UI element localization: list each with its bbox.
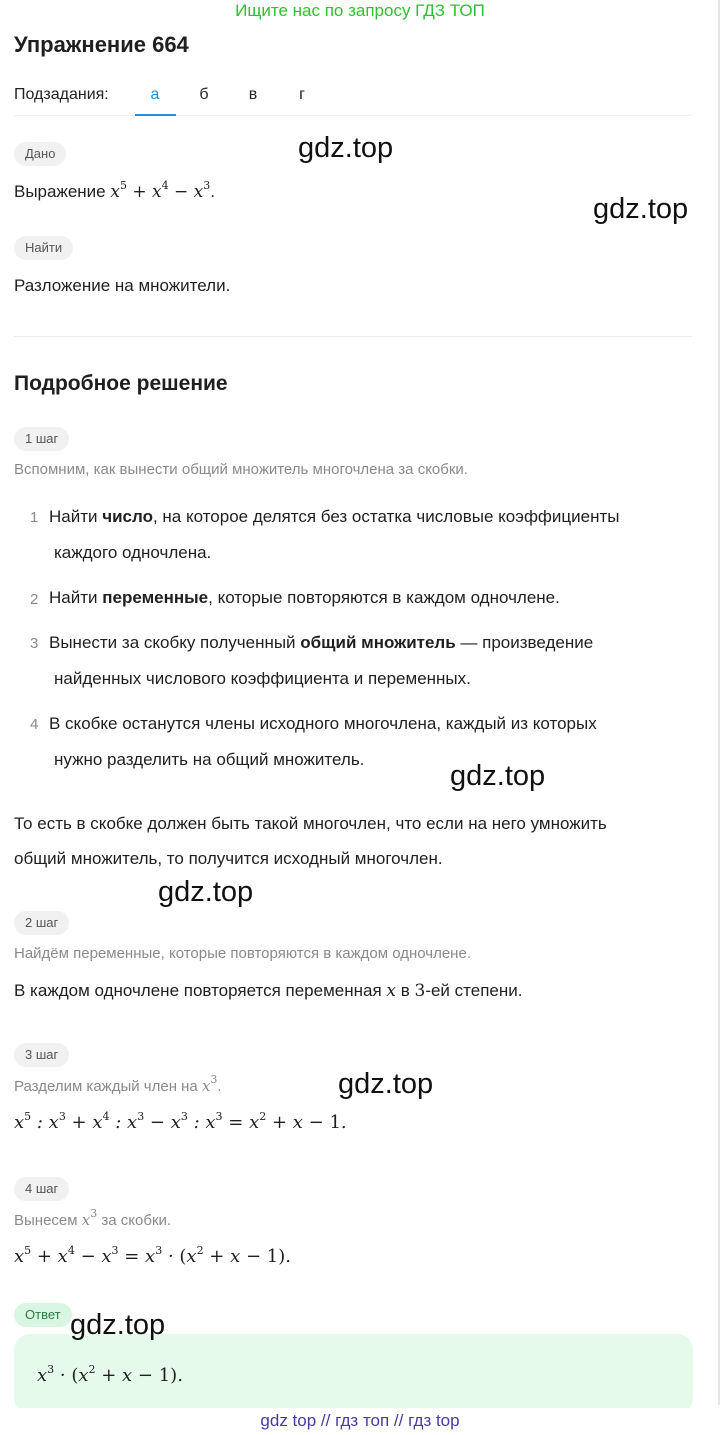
answer-badge: Ответ — [14, 1303, 72, 1327]
step1-badge: 1 шаг — [14, 427, 69, 451]
subtasks-label: Подзадания: — [14, 86, 109, 103]
find-text: Разложение на множители. — [14, 276, 231, 295]
list-item: Найти число, на которое делятся без остатка числовые коэффициенты каждого одночлена. — [49, 507, 620, 562]
step3-hint: Разделим каждый член на $x^3$. — [14, 1073, 222, 1095]
step2-hint: Найдём переменные, которые повторяются в каждом одночлене. — [14, 945, 471, 962]
list-number: 3 — [30, 635, 39, 652]
step4-formula: $x^5 + x^4 - x^3 = x^3 \cdot (x^2 + x - 1)$. — [14, 1244, 291, 1267]
step2-badge: 2 шаг — [14, 911, 69, 935]
tabs-rule — [14, 115, 692, 116]
list-item: Вынести за скобку полученный общий множитель — произведение найденных числового коэффициента и переменных. — [49, 633, 594, 688]
watermark: gdz.top — [298, 132, 394, 164]
watermark: gdz.top — [450, 760, 546, 792]
answer-formula: $x^3 \cdot (x^2 + x - 1)$. — [37, 1363, 183, 1386]
step1-hint: Вспомним, как вынести общий множитель многочлена за скобки. — [14, 461, 468, 478]
page-title: Упражнение 664 — [14, 32, 189, 57]
list-item: Найти переменные, которые повторяются в каждом одночлене. — [49, 588, 560, 607]
given-text: Выражение $x^5 + x^4 - x^3$. — [14, 179, 215, 202]
list-item: В скобке останутся члены исходного многочлена, каждый из которых нужно разделить на общий множитель. — [49, 714, 597, 769]
watermark: gdz.top — [338, 1068, 434, 1100]
footer-links[interactable]: gdz top // гдз топ // гдз top — [0, 1408, 720, 1435]
list-number: 4 — [30, 716, 39, 733]
watermark: gdz.top — [158, 876, 254, 908]
tab-g[interactable]: г — [299, 86, 305, 103]
step3-formula: $x^5$ : $x^3 + x^4$ : $x^3 - x^3$ : $x^3 = x^2 + x - 1$. — [14, 1110, 347, 1133]
list-number: 1 — [30, 509, 39, 526]
conclusion-line-2: общий множитель, то получится исходный многочлен. — [14, 849, 443, 868]
watermark: gdz.top — [593, 193, 689, 225]
tab-b[interactable]: б — [199, 86, 209, 103]
solution-title: Подробное решение — [14, 372, 228, 395]
given-expression: $x^5 + x^4 - x^3$ — [110, 179, 211, 202]
top-banner[interactable]: Ищите нас по запросу ГДЗ ТОП — [235, 1, 485, 20]
conclusion-line-1: То есть в скобке должен быть такой многочлен, что если на него умножить — [14, 814, 607, 833]
step3-badge: 3 шаг — [14, 1043, 69, 1067]
find-badge: Найти — [14, 236, 73, 260]
given-badge: Дано — [14, 142, 66, 166]
active-tab-indicator — [135, 114, 176, 116]
watermark: gdz.top — [70, 1309, 166, 1341]
tab-v[interactable]: в — [248, 86, 258, 103]
step2-text: В каждом одночлене повторяется переменная x в 3-ей степени. — [14, 981, 523, 1001]
tab-a[interactable]: а — [150, 86, 160, 103]
section-divider — [14, 336, 692, 337]
step4-badge: 4 шаг — [14, 1177, 69, 1201]
given-label: Выражение — [14, 182, 106, 201]
list-number: 2 — [30, 591, 39, 608]
step4-hint: Вынесем $x^3$ за скобки. — [14, 1207, 172, 1229]
